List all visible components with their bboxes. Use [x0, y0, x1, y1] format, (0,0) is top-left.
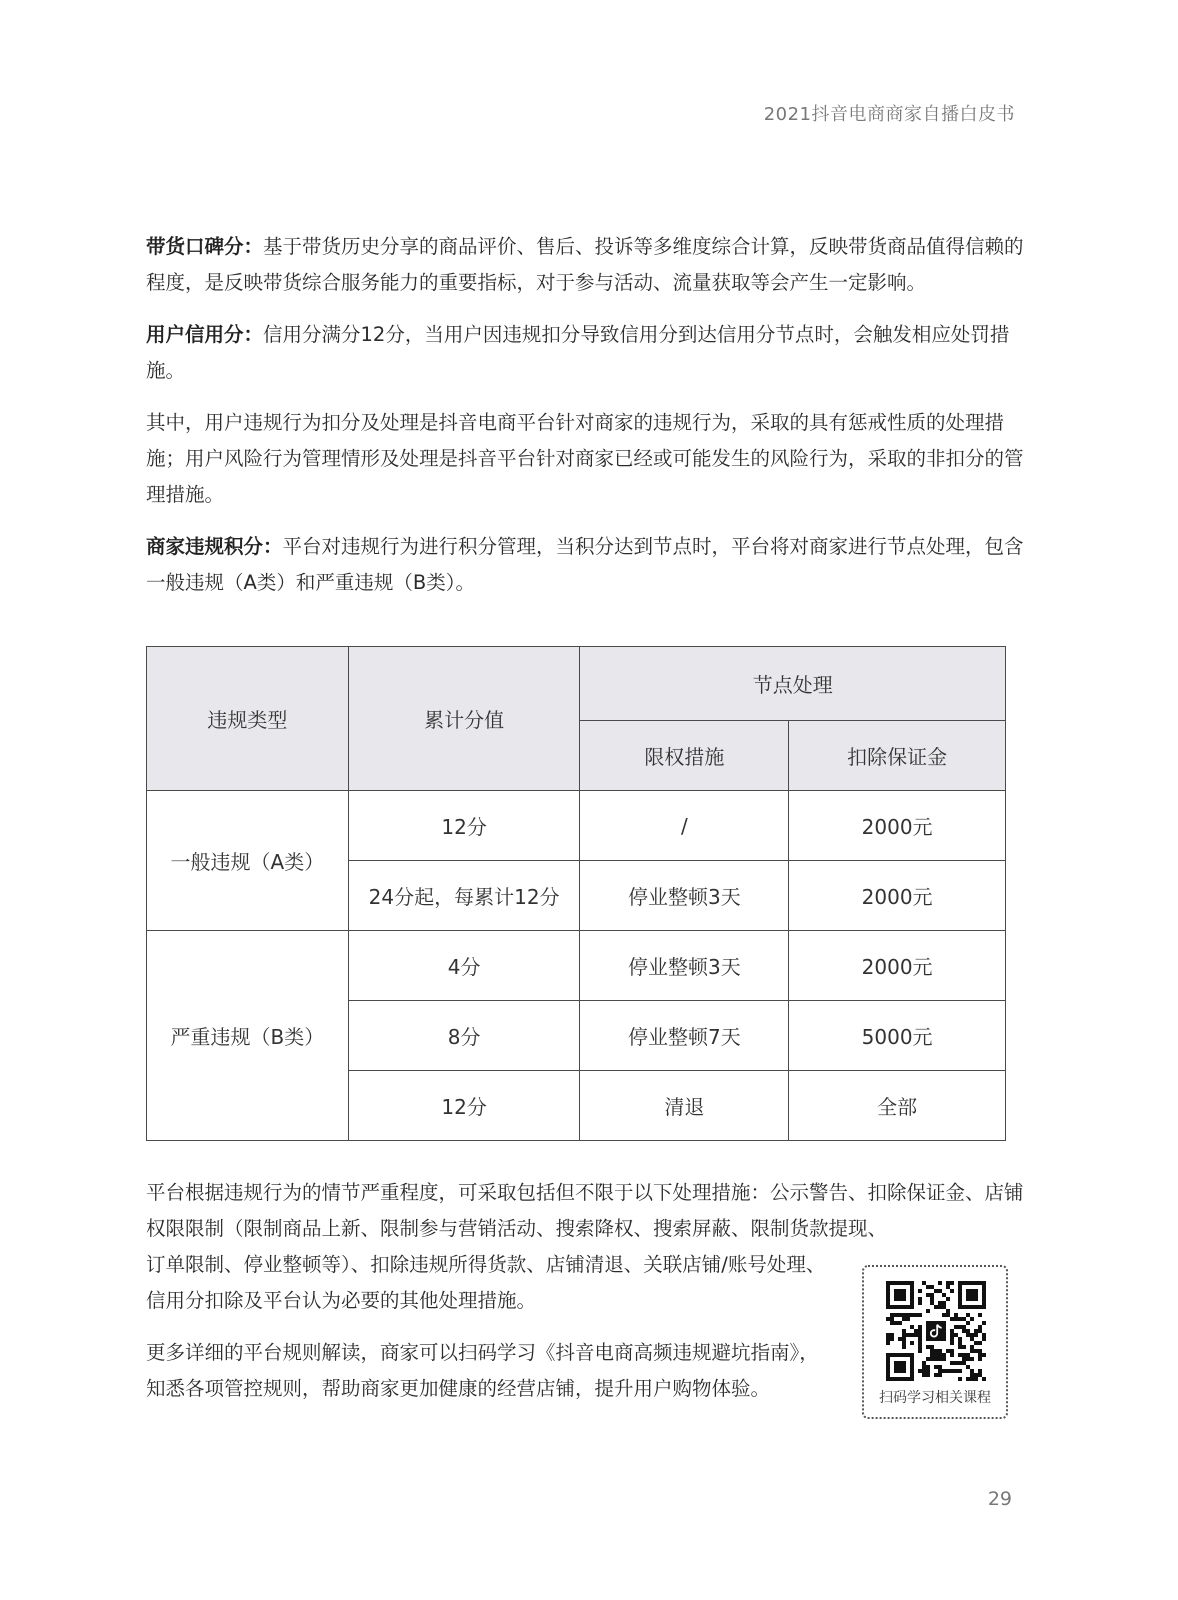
- paragraph-merchant-points: [146, 529, 1026, 601]
- page-number: 29: [987, 1488, 1012, 1510]
- cell-score: 24分起，每累计12分: [348, 861, 580, 931]
- header-deposit-deduction: 扣除保证金: [789, 721, 1006, 791]
- cell-deposit: 5000元: [789, 1001, 1006, 1071]
- term-reputation-score: 带货口碑分：: [146, 235, 264, 258]
- cell-deposit: 2000元: [789, 931, 1006, 1001]
- paragraph-credit-score: [146, 317, 1026, 389]
- cell-violation-type-b: 严重违规（B类）: [147, 931, 349, 1141]
- cell-restriction: 停业整顿7天: [580, 1001, 789, 1071]
- paragraph-more-details: [146, 1335, 836, 1407]
- text-reputation-score: 基于带货历史分享的商品评价、售后、投诉等多维度综合计算，反映带货商品值得信赖的程度，是反映带货综合服务能力的重要指标，对于参与活动、流量获取等会产生一定影响。: [146, 235, 1024, 294]
- term-credit-score: 用户信用分：: [146, 323, 264, 346]
- header-title: 2021抖音电商商家自播白皮书: [763, 104, 1015, 125]
- term-merchant-points: 商家违规积分：: [146, 535, 283, 558]
- text-violation-explanation: 其中，用户违规行为扣分及处理是抖音电商平台针对商家的违规行为，采取的具有惩戒性质的处理措施；用户风险行为管理情形及处理是抖音平台针对商家已经或可能发生的风险行为，采取的非扣分的管理措施。: [146, 411, 1024, 506]
- cell-restriction: 停业整顿3天: [580, 931, 789, 1001]
- paragraph-handling-measures: [146, 1175, 1026, 1247]
- text-handling-measures-b: 订单限制、停业整顿等）、扣除违规所得货款、店铺清退、关联店铺/账号处理、信用分扣除及平台认为必要的其他处理措施。: [146, 1253, 826, 1312]
- cell-restriction: 停业整顿3天: [580, 861, 789, 931]
- paragraph-handling-measures-cont: [146, 1247, 836, 1319]
- table-row: [147, 931, 1006, 1001]
- cell-deposit: 2000元: [789, 791, 1006, 861]
- header-node-handling: 节点处理: [580, 647, 1006, 721]
- cell-restriction: 清退: [580, 1071, 789, 1141]
- cell-deposit: 2000元: [789, 861, 1006, 931]
- cell-restriction: /: [580, 791, 789, 861]
- text-credit-score: 信用分满分12分，当用户因违规扣分导致信用分到达信用分节点时，会触发相应处罚措施。: [146, 323, 1010, 382]
- intro-section: [146, 229, 1026, 617]
- table-row: [147, 791, 1006, 861]
- cell-deposit: 全部: [789, 1071, 1006, 1141]
- cell-score: 4分: [348, 931, 580, 1001]
- text-more-details: 更多详细的平台规则解读，商家可以扫码学习《抖音电商高频违规避坑指南》，知悉各项管控规则，帮助商家更加健康的经营店铺，提升用户购物体验。: [146, 1341, 819, 1400]
- cell-violation-type-a: 一般违规（A类）: [147, 791, 349, 931]
- cell-score: 12分: [348, 791, 580, 861]
- text-merchant-points: 平台对违规行为进行积分管理，当积分达到节点时，平台将对商家进行节点处理，包含一般违规（A类）和严重违规（B类）。: [146, 535, 1024, 594]
- violation-rules-table: [146, 646, 1006, 1141]
- header-violation-type: 违规类型: [147, 647, 349, 791]
- paragraph-reputation-score: [146, 229, 1026, 301]
- qr-caption: 扫码学习相关课程: [879, 1390, 991, 1406]
- cell-score: 12分: [348, 1071, 580, 1141]
- header-restriction-measures: 限权措施: [580, 721, 789, 791]
- cell-score: 8分: [348, 1001, 580, 1071]
- header-accumulated-score: 累计分值: [348, 647, 580, 791]
- qr-code-box[interactable]: [862, 1265, 1008, 1419]
- qr-code-icon: [886, 1281, 986, 1381]
- paragraph-violation-explanation: [146, 405, 1026, 513]
- text-handling-measures-a: 平台根据违规行为的情节严重程度，可采取包括但不限于以下处理措施：公示警告、扣除保证金、店铺权限限制（限制商品上新、限制参与营销活动、搜索降权、搜索屏蔽、限制货款提现、: [146, 1181, 1024, 1240]
